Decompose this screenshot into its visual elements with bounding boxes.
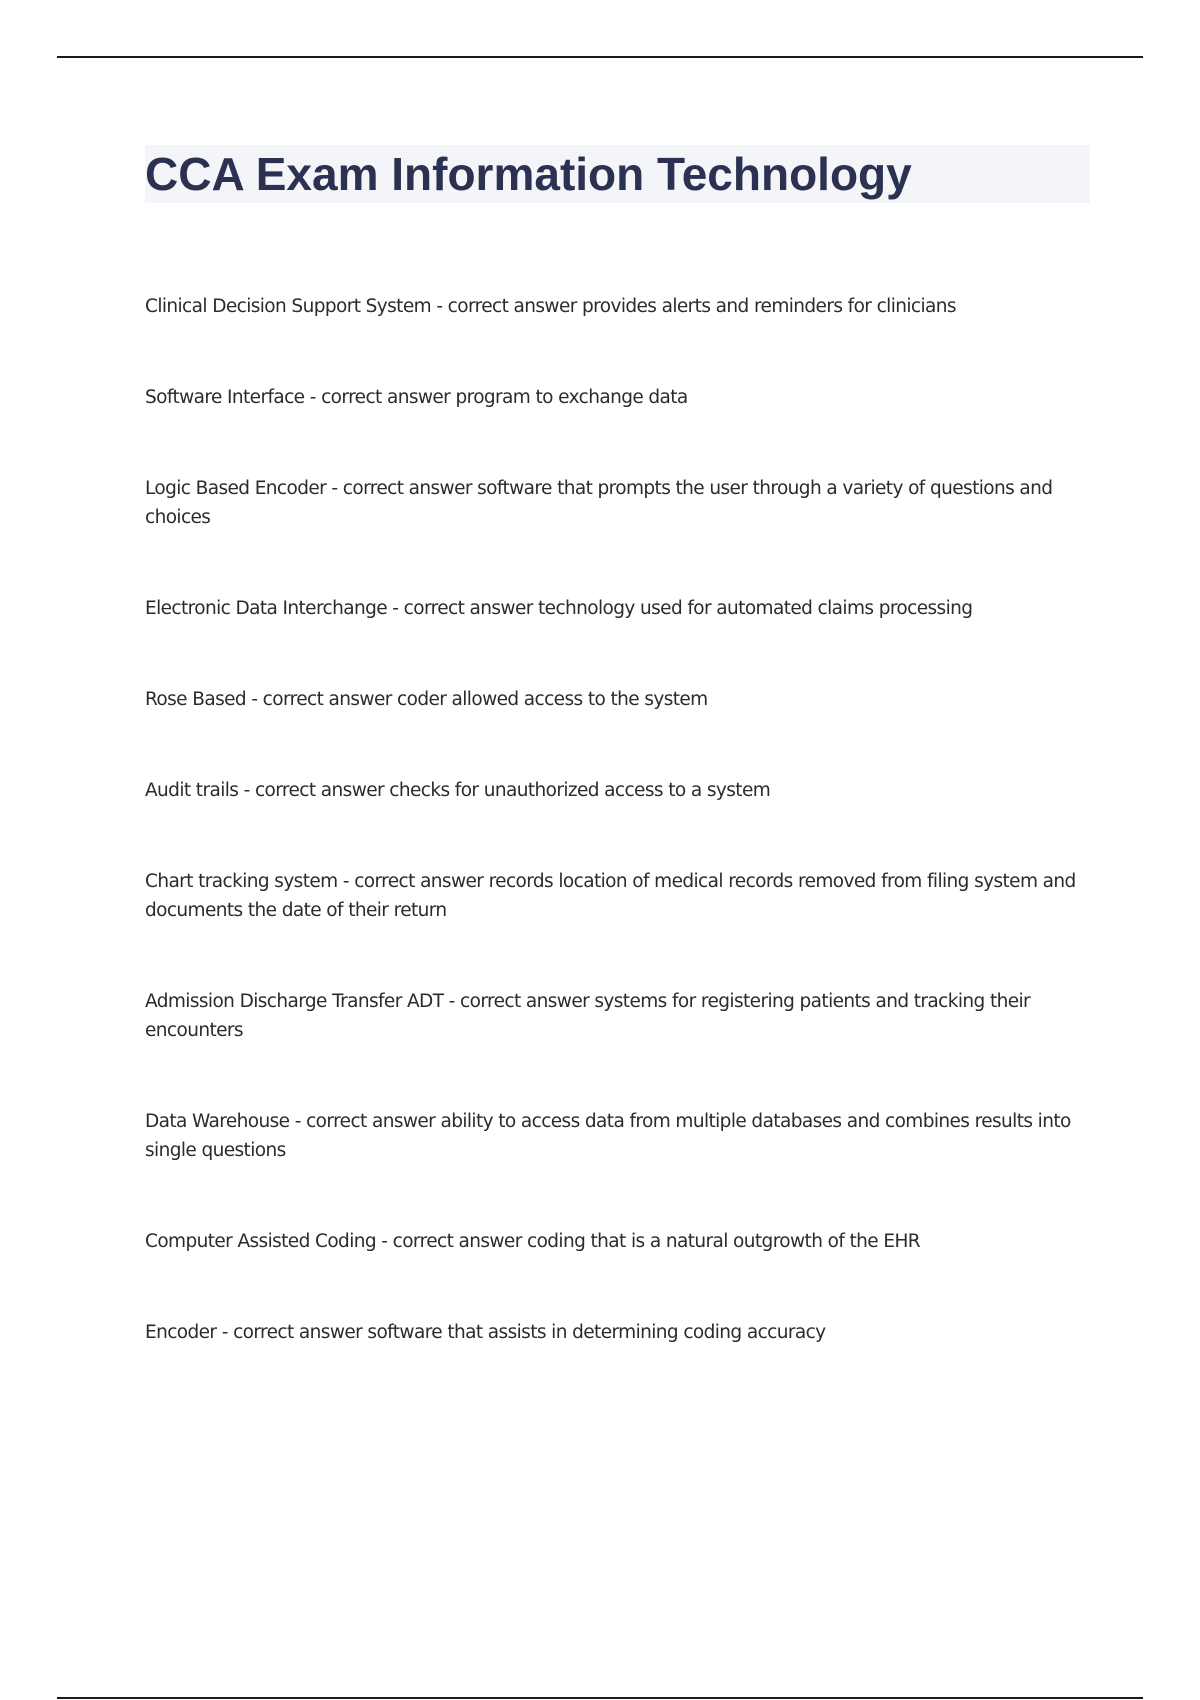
- list-item: Computer Assisted Coding - correct answer coding that is a natural outgrowth of the EHR: [145, 1231, 921, 1252]
- list-item: Clinical Decision Support System - correct answer provides alerts and reminders for clinicians: [145, 296, 956, 317]
- header-rule: [57, 56, 1143, 58]
- list-item: Software Interface - correct answer program to exchange data: [145, 387, 688, 408]
- page-title: CCA Exam Information Technology: [145, 148, 912, 200]
- list-item: Rose Based - correct answer coder allowed access to the system: [145, 689, 708, 710]
- list-item: Admission Discharge Transfer ADT - correct answer systems for registering patients and tracking their encounters: [145, 991, 1031, 1041]
- footer-rule: [57, 1697, 1143, 1699]
- list-item: Logic Based Encoder - correct answer software that prompts the user through a variety of questions and choices: [145, 478, 1053, 528]
- list-item: Electronic Data Interchange - correct answer technology used for automated claims processing: [145, 598, 973, 619]
- list-item: Encoder - correct answer software that assists in determining coding accuracy: [145, 1322, 826, 1343]
- list-item: Chart tracking system - correct answer records location of medical records removed from filing system and documents the date of their return: [145, 871, 1076, 921]
- list-item: Audit trails - correct answer checks for unauthorized access to a system: [145, 780, 771, 801]
- list-item: Data Warehouse - correct answer ability to access data from multiple databases and combines results into single questions: [145, 1111, 1071, 1161]
- flashcard-list: [145, 292, 1090, 1347]
